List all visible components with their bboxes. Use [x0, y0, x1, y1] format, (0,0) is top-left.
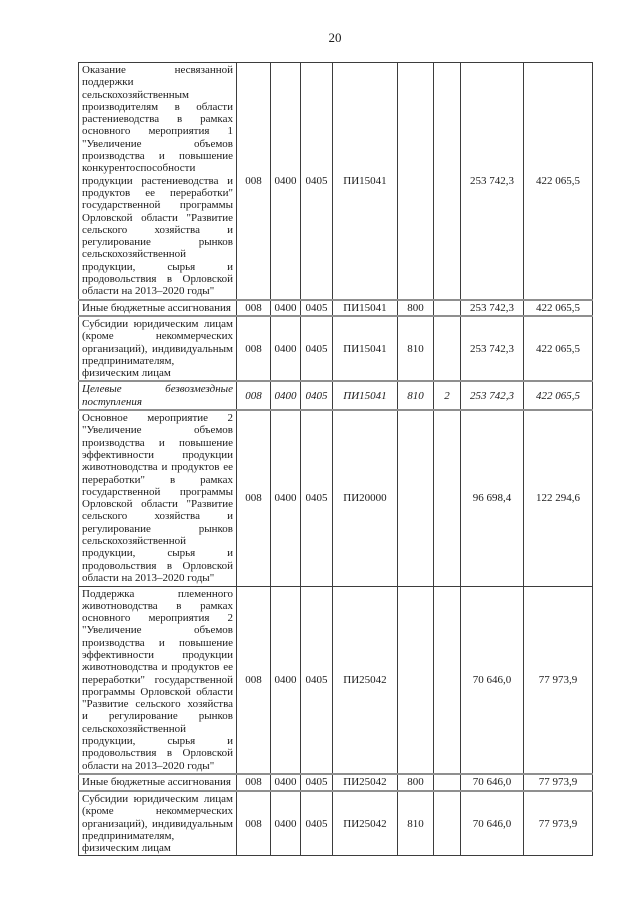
note-code: 2: [434, 381, 461, 410]
vr-code: 800: [398, 774, 434, 791]
csr-code: ПИ25042: [333, 791, 398, 856]
grbs-code: 008: [237, 63, 271, 300]
row-name: Субсидии юридическим лицам (кроме некоммерческих организаций), индивидуальным предпринимателям, физическим лицам: [79, 791, 237, 856]
amount-year1: 253 742,3: [461, 300, 524, 316]
vr-code: [398, 586, 434, 774]
row-name: Целевые безвозмездные поступления: [79, 381, 237, 410]
pr-code: 0405: [301, 586, 333, 774]
rz-code: 0400: [271, 300, 301, 316]
grbs-code: 008: [237, 381, 271, 410]
amount-year2: 77 973,9: [524, 791, 593, 856]
csr-code: ПИ25042: [333, 586, 398, 774]
table-row: [79, 791, 593, 856]
amount-year2: 122 294,6: [524, 410, 593, 586]
table-row: [79, 316, 593, 381]
amount-year2: 422 065,5: [524, 300, 593, 316]
amount-year1: 96 698,4: [461, 410, 524, 586]
grbs-code: 008: [237, 300, 271, 316]
vr-code: 800: [398, 300, 434, 316]
note-code: [434, 791, 461, 856]
note-code: [434, 410, 461, 586]
rz-code: 0400: [271, 791, 301, 856]
vr-code: [398, 63, 434, 300]
amount-year1: 70 646,0: [461, 791, 524, 856]
grbs-code: 008: [237, 410, 271, 586]
row-name: Субсидии юридическим лицам (кроме некоммерческих организаций), индивидуальным предпринимателям, физическим лицам: [79, 316, 237, 381]
grbs-code: 008: [237, 586, 271, 774]
pr-code: 0405: [301, 381, 333, 410]
row-name: Иные бюджетные ассигнования: [79, 774, 237, 791]
csr-code: ПИ15041: [333, 381, 398, 410]
amount-year2: 77 973,9: [524, 586, 593, 774]
grbs-code: 008: [237, 316, 271, 381]
row-name: Поддержка племенного животноводства в рамках основного мероприятия 2 "Увеличение объемов производства и повышение эффективности продукции животноводства и продуктов ее переработки" государственной программы Орловской области "Развитие сельского хозяйства и регулирование рынков сельскохозяйственной продукции, сырья и продовольствия в Орловской области на 2013–2020 годы": [79, 586, 237, 774]
rz-code: 0400: [271, 381, 301, 410]
table-row: [79, 586, 593, 774]
note-code: [434, 316, 461, 381]
grbs-code: 008: [237, 791, 271, 856]
table-row: [79, 300, 593, 316]
rz-code: 0400: [271, 316, 301, 381]
rz-code: 0400: [271, 774, 301, 791]
amount-year1: 253 742,3: [461, 63, 524, 300]
rz-code: 0400: [271, 586, 301, 774]
note-code: [434, 300, 461, 316]
csr-code: ПИ20000: [333, 410, 398, 586]
budget-allocations-table: [78, 62, 593, 856]
amount-year2: 77 973,9: [524, 774, 593, 791]
pr-code: 0405: [301, 300, 333, 316]
rz-code: 0400: [271, 410, 301, 586]
pr-code: 0405: [301, 791, 333, 856]
vr-code: 810: [398, 791, 434, 856]
pr-code: 0405: [301, 774, 333, 791]
amount-year2: 422 065,5: [524, 381, 593, 410]
pr-code: 0405: [301, 410, 333, 586]
amount-year2: 422 065,5: [524, 316, 593, 381]
pr-code: 0405: [301, 63, 333, 300]
table-row: [79, 410, 593, 586]
amount-year1: 70 646,0: [461, 774, 524, 791]
table-row: [79, 63, 593, 300]
row-name: Оказание несвязанной поддержки сельскохозяйственным производителям в области растениеводства в рамках основного мероприятия 1 "Увеличение объемов производства и повышение конкурентоспособности продукции растениеводства и продуктов ее переработки" государственной программы Орловской области "Развитие сельского хозяйства и регулирование рынков сельскохозяйственной продукции, сырья и продовольствия в Орловской области на 2013–2020 годы": [79, 63, 237, 300]
table-row-italic: [79, 381, 593, 410]
amount-year1: 70 646,0: [461, 586, 524, 774]
amount-year1: 253 742,3: [461, 381, 524, 410]
pr-code: 0405: [301, 316, 333, 381]
amount-year2: 422 065,5: [524, 63, 593, 300]
vr-code: [398, 410, 434, 586]
rz-code: 0400: [271, 63, 301, 300]
note-code: [434, 63, 461, 300]
page-number: 20: [328, 30, 342, 45]
vr-code: 810: [398, 381, 434, 410]
grbs-code: 008: [237, 774, 271, 791]
row-name: Основное мероприятие 2 "Увеличение объемов производства и повышение эффективности продукции животноводства и продуктов ее переработки" в рамках государственной программы Орловской области "Развитие сельского хозяйства и регулирование рынков сельскохозяйственной продукции, сырья и продовольствия в Орловской области на 2013–2020 годы": [79, 410, 237, 586]
row-name: Иные бюджетные ассигнования: [79, 300, 237, 316]
csr-code: ПИ15041: [333, 300, 398, 316]
csr-code: ПИ15041: [333, 63, 398, 300]
csr-code: ПИ25042: [333, 774, 398, 791]
note-code: [434, 586, 461, 774]
amount-year1: 253 742,3: [461, 316, 524, 381]
note-code: [434, 774, 461, 791]
csr-code: ПИ15041: [333, 316, 398, 381]
table-row: [79, 774, 593, 791]
vr-code: 810: [398, 316, 434, 381]
